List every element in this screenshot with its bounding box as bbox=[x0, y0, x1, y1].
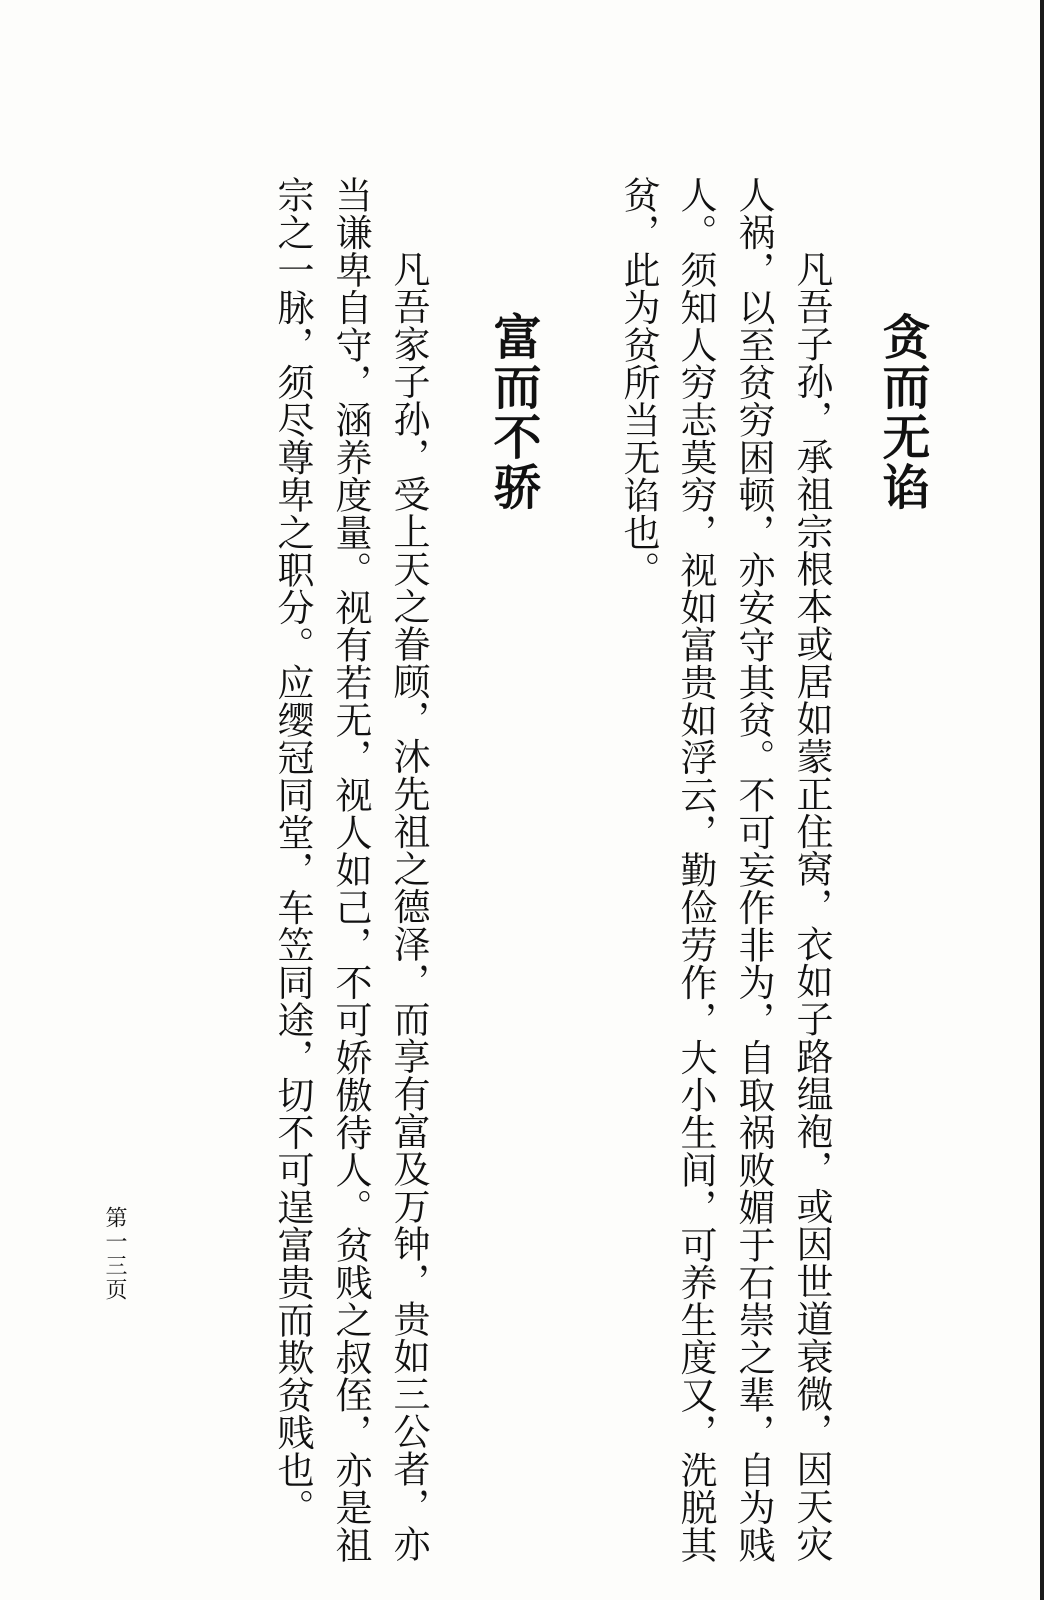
section1-line-3: 人。须知人穷志莫穷，视如富贵如浮云，勤俭劳作，大小生间，可养生度又，洗脱其 bbox=[674, 176, 717, 1564]
section2-line-3: 宗之一脉，须尽尊卑之职分。应缨冠同堂，车笠同途，切不可逞富贵而欺贫贱也。 bbox=[271, 176, 314, 1526]
section2-line-1: 凡吾家子孙，受上天之眷顾，沐先祖之德泽，而享有富及万钟，贵如三公者，亦 bbox=[387, 250, 430, 1563]
section1-line-2: 人祸，以至贫穷困顿，亦安守其贫。不可妄作非为，自取祸败媚于石崇之辈，自为贱 bbox=[732, 176, 775, 1564]
section2-line-2: 当谦卑自守，涵养度量。视有若无，视人如己，不可娇傲待人。贫贱之叔侄，亦是祖 bbox=[329, 176, 372, 1564]
section2-title: 富而不骄 bbox=[485, 312, 541, 512]
section1-line-4: 贫，此为贫所当无谄也。 bbox=[617, 176, 660, 589]
section1-title: 贪而无谄 bbox=[874, 312, 930, 512]
scan-border bbox=[1040, 0, 1044, 1600]
section1-line-1: 凡吾子孙，承祖宗根本或居如蒙正住窝，衣如子路缊袍，或因世道衰微，因天灾 bbox=[790, 250, 833, 1563]
page-number: 第一三页 bbox=[102, 1206, 127, 1302]
